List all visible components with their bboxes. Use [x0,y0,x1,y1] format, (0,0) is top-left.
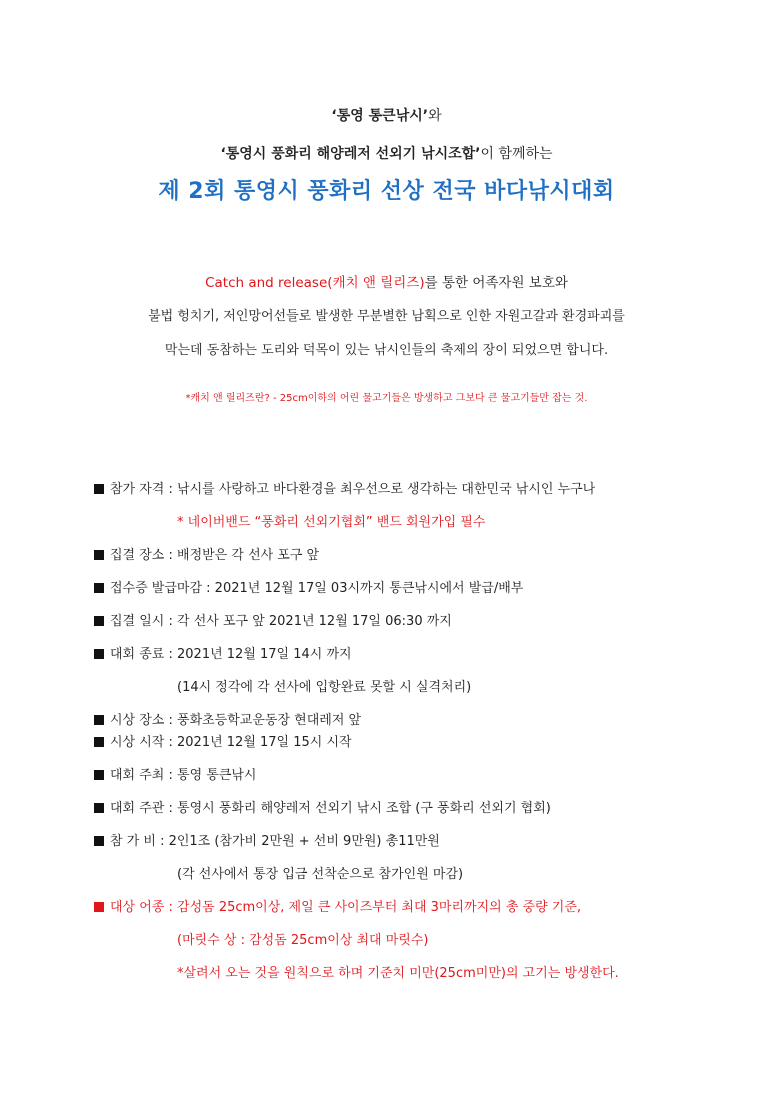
item-gathering-time-text: 집결 일시 : 각 선사 포구 앞 2021년 12월 17일 06:30 까지 [110,614,452,629]
cooperative-name: ‘통영시 풍화리 해양레저 선외기 낚시조합’ [220,146,481,162]
intro-line-2: 불법 헝치기, 저인망어선들로 발생한 무분별한 남획으로 인한 자원고갈과 환경파괴를 [148,309,625,324]
end-note: (14시 정각에 각 선사에 입항완료 못할 시 실격처리) [177,680,472,695]
item-registration-deadline-text: 접수증 발급마감 : 2021년 12월 17일 03시까지 통큰낚시에서 발급/배부 [110,581,524,596]
item-participation-text: 참가 자격 : 낚시를 사랑하고 바다환경을 최우선으로 생각하는 대한민국 낚시인 누구나 [110,482,596,497]
square-bullet-icon [94,649,104,659]
item-target-fish [94,896,581,915]
intro-line-3: 막는데 동참하는 도리와 덕목이 있는 낚시인들의 축제의 장이 되었으면 합니다. [164,343,609,358]
square-bullet-icon [94,770,104,780]
organizer-name: ‘통영 통큰낚시’ [331,108,429,124]
square-bullet-icon [94,737,104,747]
item-registration-deadline [94,577,523,596]
catch-and-release-note: *캐치 앤 릴리즈란? - 25cm이하의 어린 물고기들은 방생하고 그보다 큰 물고기들만 잡는 것. [185,393,588,404]
item-fee-text: 참 가 비 : 2인1조 (참가비 2만원 + 선비 9만원) 총11만원 [110,834,440,849]
square-bullet-icon [94,550,104,560]
subtitle-line-2-tail: 이 함께하는 [480,146,553,162]
square-bullet-icon [94,583,104,593]
subtitle-line-1-tail: 와 [428,108,442,124]
target-note-2: *살려서 오는 것을 원칙으로 하며 기준치 미만(25cm미만)의 고기는 방생한다. [177,966,619,981]
item-target-fish-text: 대상 어종 : 감성돔 25cm이상, 제일 큰 사이즈부터 최대 3마리까지의 총 중량 기준, [110,900,582,915]
subtitle-line-1 [0,105,773,125]
item-participation [94,478,595,497]
item-end [94,643,352,662]
item-award-place [94,709,361,728]
catch-and-release-highlight: Catch and release(캐치 앤 릴리즈) [205,275,425,291]
subtitle-line-2 [0,143,773,163]
item-host-text: 대회 주최 : 통영 통큰낚시 [110,768,257,783]
square-bullet-icon [94,803,104,813]
intro-line-1 [0,271,773,291]
item-award-place-text: 시상 장소 : 풍화초등학교운동장 현대레저 앞 [110,713,362,728]
item-host [94,764,257,783]
square-bullet-icon [94,484,104,494]
item-organizer-text: 대회 주관 : 통영시 풍화리 해양레저 선외기 낚시 조합 (구 풍화리 선외기 협회) [110,801,551,816]
fee-note: (각 선사에서 통장 입금 선착순으로 참가인원 마감) [177,867,464,882]
item-gathering-place [94,544,319,563]
square-bullet-icon [94,902,104,912]
square-bullet-icon [94,715,104,725]
square-bullet-icon [94,616,104,626]
page-title: 제 2회 통영시 풍화리 선상 전국 바다낚시대회 [158,179,615,204]
item-gathering-place-text: 집결 장소 : 배정받은 각 선사 포구 앞 [110,548,320,563]
target-note-1: (마릿수 상 : 감성돔 25cm이상 최대 마릿수) [177,933,429,948]
item-end-text: 대회 종료 : 2021년 12월 17일 14시 까지 [110,647,352,662]
item-gathering-time [94,610,452,629]
item-organizer [94,797,551,816]
item-award-start [94,731,352,750]
square-bullet-icon [94,836,104,846]
participation-note: * 네이버밴드 “풍화리 선외기협회” 밴드 회원가입 필수 [177,515,486,530]
item-award-start-text: 시상 시작 : 2021년 12월 17일 15시 시작 [110,735,352,750]
intro-line-1-rest: 를 통한 어족자원 보호와 [424,275,568,291]
item-fee [94,830,440,849]
